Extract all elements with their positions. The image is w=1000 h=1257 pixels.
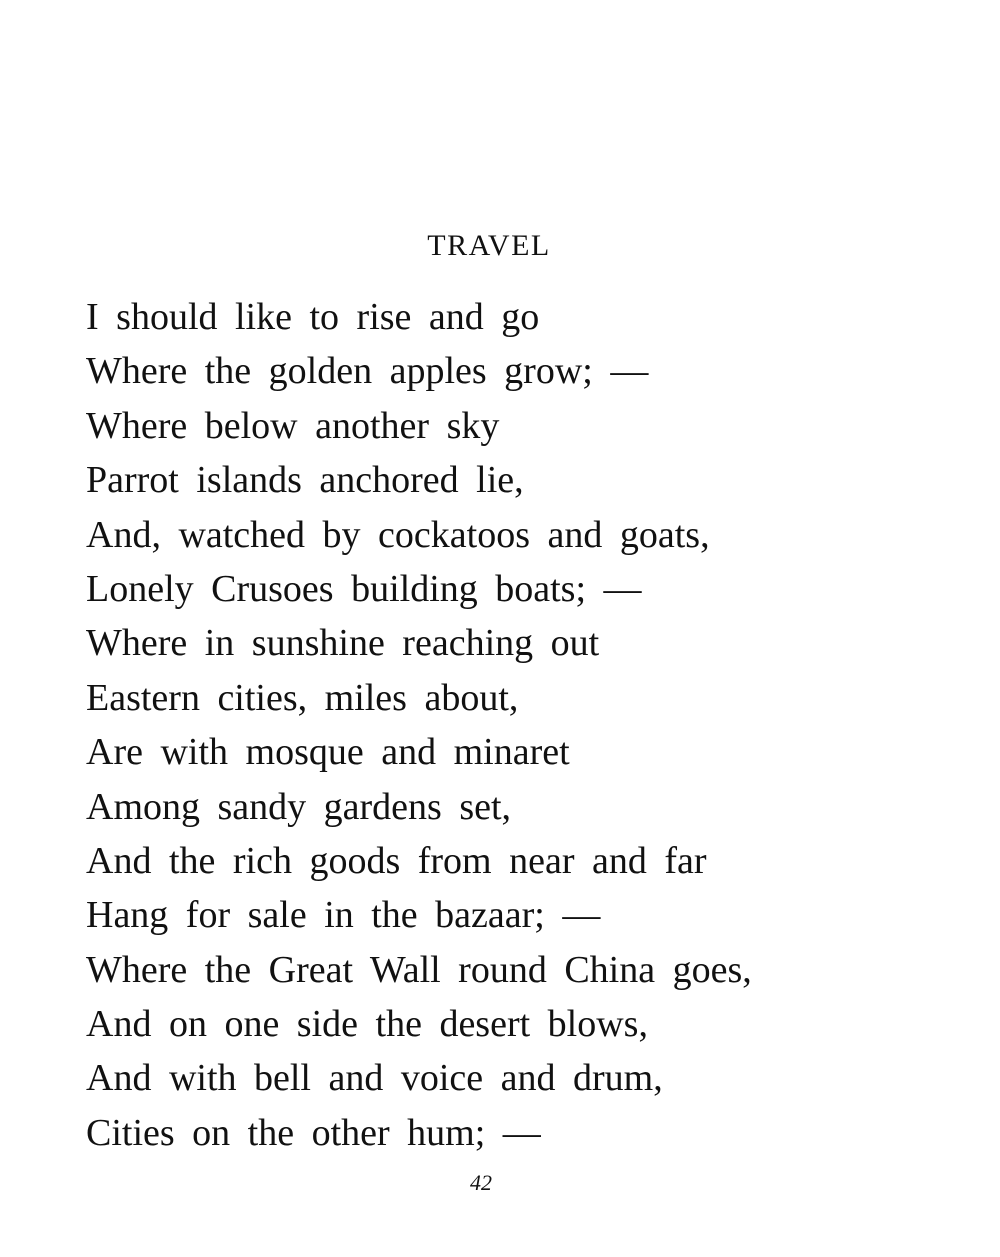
poem-line: And, watched by cockatoos and goats, [86,513,710,556]
poem-line: And with bell and voice and drum, [86,1057,663,1100]
poem-line: Cities on the other hum; — [86,1111,541,1154]
poem-line: Where the golden apples grow; — [86,350,649,393]
poem-line: Where in sunshine reaching out [86,622,600,665]
poem-line: Where below another sky [86,404,500,447]
poem-line: And on one side the desert blows, [86,1003,648,1046]
poem-line: Lonely Crusoes building boats; — [86,567,642,610]
poem-line: Are with mosque and minaret [86,731,570,774]
poem-line: Where the Great Wall round China goes, [86,948,752,991]
poem-line: Hang for sale in the bazaar; — [86,894,601,937]
poem-line: Eastern cities, miles about, [86,676,519,719]
poem-line: And the rich goods from near and far [86,839,707,882]
poem-line: Among sandy gardens set, [86,785,512,828]
poem-title: TRAVEL [427,229,551,262]
poem-line: Parrot islands anchored lie, [86,459,524,502]
poem-body [86,290,752,1160]
page-number: 42 [470,1170,492,1195]
poem-line: I should like to rise and go [86,296,540,338]
